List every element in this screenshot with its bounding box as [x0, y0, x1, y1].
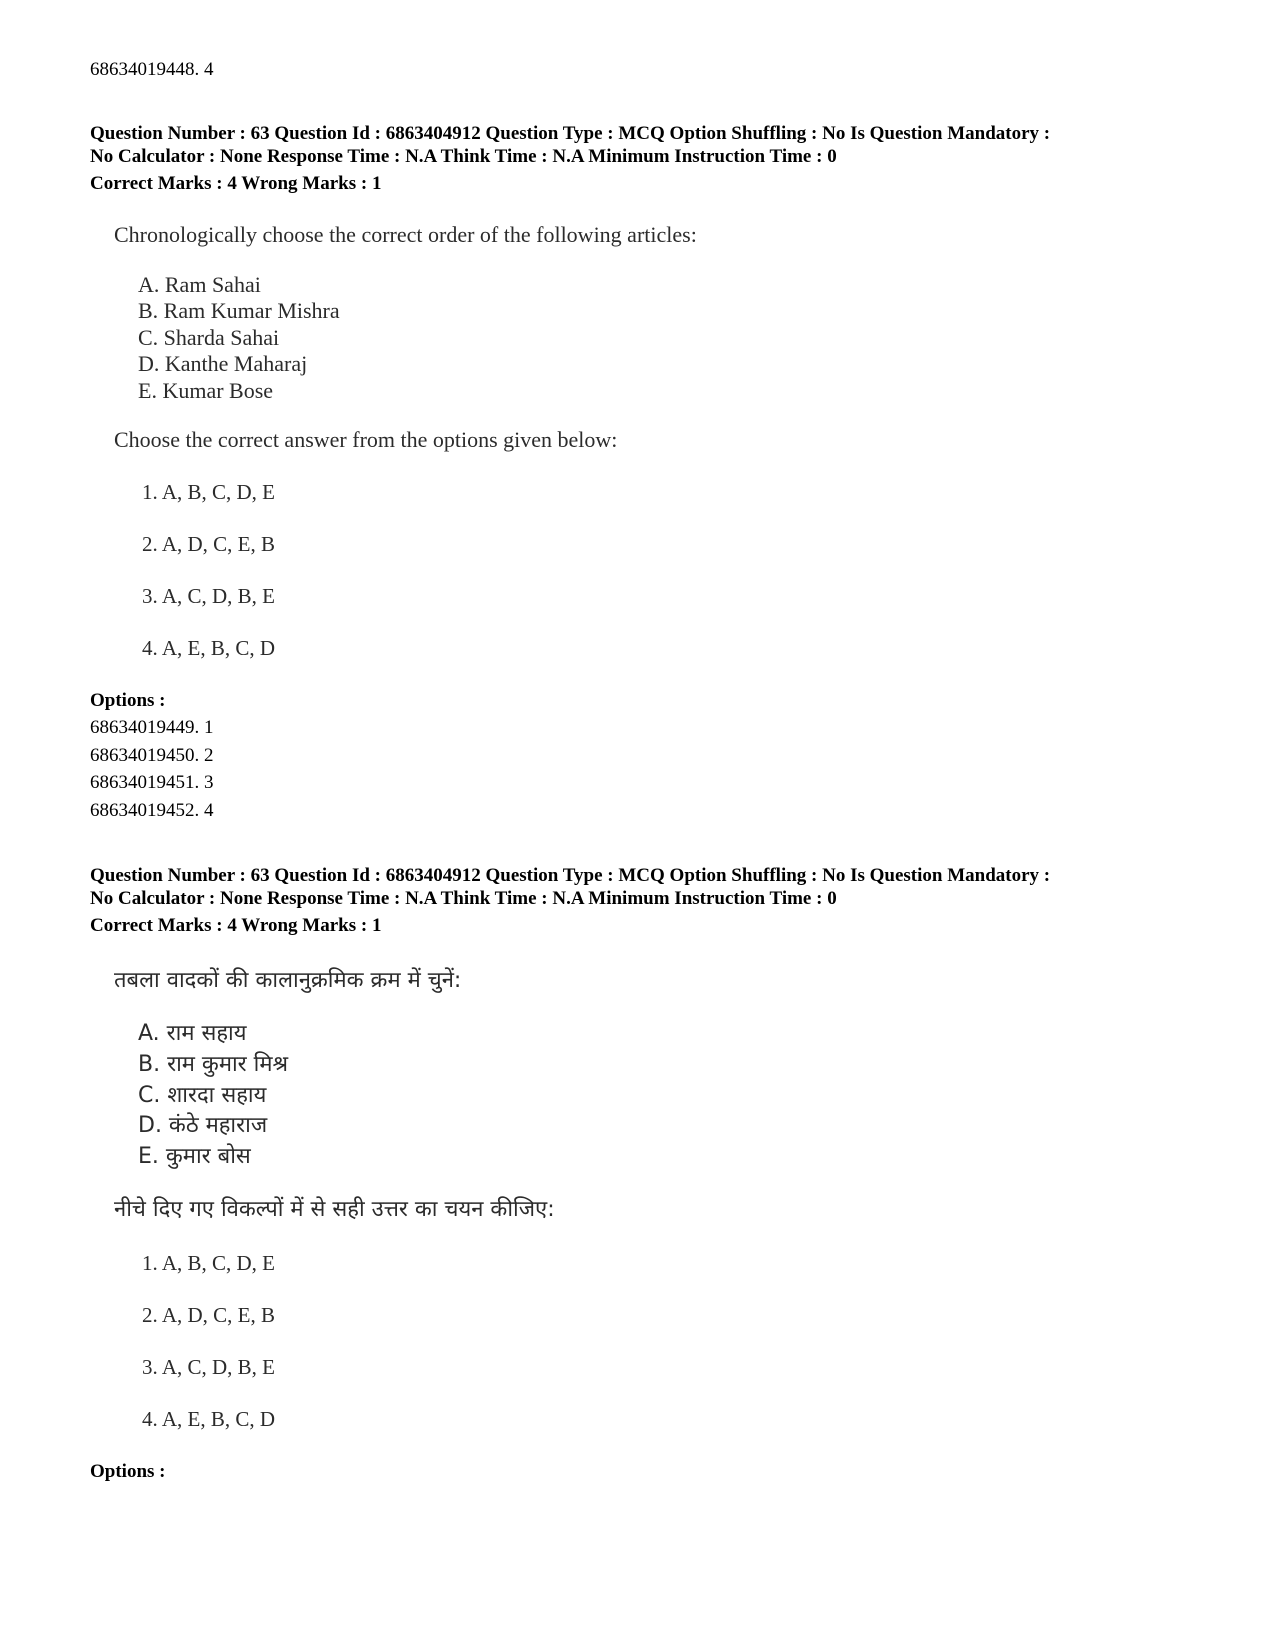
answer-choice: 4. A, E, B, C, D — [142, 636, 276, 660]
options-label: Options : — [90, 1461, 166, 1482]
answer-choice: 2. A, D, C, E, B — [142, 532, 276, 556]
list-item: B. राम कुमार मिश्र — [138, 1052, 289, 1077]
option-id: 68634019450. 2 — [90, 745, 214, 766]
instruction-text: नीचे दिए गए विकल्पों में से सही उत्तर का चयन कीजिए: — [114, 1197, 555, 1222]
option-id: 68634019452. 4 — [90, 800, 214, 821]
answer-choice: 4. A, E, B, C, D — [142, 1407, 276, 1431]
answer-choice: 3. A, C, D, B, E — [142, 1355, 276, 1379]
marks-line: Correct Marks : 4 Wrong Marks : 1 — [90, 915, 382, 936]
list-item: D. कंठे महाराज — [138, 1113, 268, 1138]
question-header-line1: Question Number : 63 Question Id : 6863404912 Question Type : MCQ Option Shuffling : No Is Question Mandatory : — [90, 865, 1051, 886]
question-header-line2: No Calculator : None Response Time : N.A Think Time : N.A Minimum Instruction Time : 0 — [90, 146, 837, 167]
option-id: 68634019451. 3 — [90, 772, 214, 793]
answer-choice: 3. A, C, D, B, E — [142, 584, 276, 608]
question-header-line1: Question Number : 63 Question Id : 6863404912 Question Type : MCQ Option Shuffling : No Is Question Mandatory : — [90, 123, 1051, 144]
marks-line: Correct Marks : 4 Wrong Marks : 1 — [90, 173, 382, 194]
option-id: 68634019449. 1 — [90, 717, 214, 738]
prev-option-4: 68634019448. 4 — [90, 59, 214, 80]
list-item: C. Sharda Sahai — [138, 325, 280, 350]
question-text: तबला वादकों की कालानुक्रमिक क्रम में चुनें: — [114, 968, 462, 993]
instruction-text: Choose the correct answer from the options given below: — [114, 427, 618, 452]
list-item: E. Kumar Bose — [138, 378, 274, 403]
options-label: Options : — [90, 690, 166, 711]
answer-choice: 1. A, B, C, D, E — [142, 480, 276, 504]
list-item: B. Ram Kumar Mishra — [138, 298, 340, 323]
list-item: C. शारदा सहाय — [138, 1083, 267, 1108]
answer-choice: 1. A, B, C, D, E — [142, 1251, 276, 1275]
list-item: E. कुमार बोस — [138, 1144, 251, 1169]
question-header-line2: No Calculator : None Response Time : N.A Think Time : N.A Minimum Instruction Time : 0 — [90, 888, 837, 909]
list-item: D. Kanthe Maharaj — [138, 351, 308, 376]
question-text: Chronologically choose the correct order of the following articles: — [114, 222, 697, 247]
answer-choice: 2. A, D, C, E, B — [142, 1303, 276, 1327]
list-item: A. Ram Sahai — [138, 272, 261, 297]
list-item: A. राम सहाय — [138, 1021, 247, 1046]
